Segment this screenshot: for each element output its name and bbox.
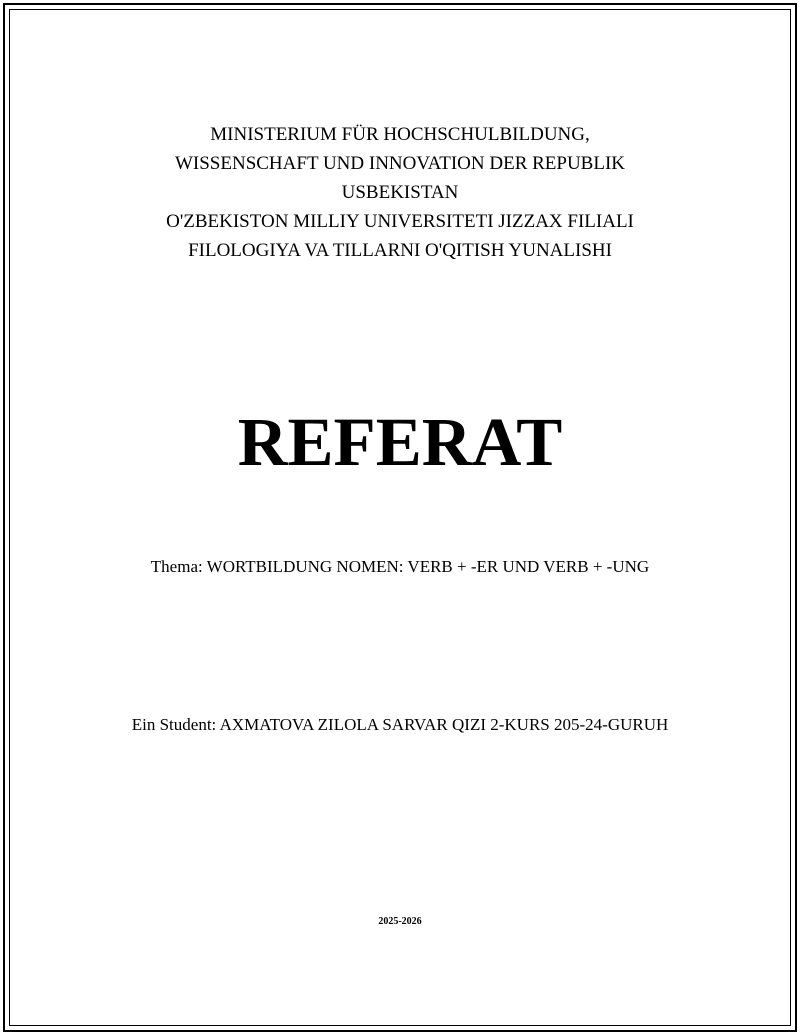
academic-year: 2025-2026 — [378, 916, 422, 927]
document-title: REFERAT — [237, 404, 563, 480]
header-line: MINISTERIUM FÜR HOCHSCHULBILDUNG, — [210, 124, 590, 145]
header-line: WISSENSCHAFT UND INNOVATION DER REPUBLIK — [174, 153, 626, 174]
institution-header — [0, 120, 800, 265]
header-line: O'ZBEKISTON MILLIY UNIVERSITETI JIZZAX FILIALI — [166, 211, 634, 232]
student-line: Ein Student: AXMATOVA ZILOLA SARVAR QIZI 2-KURS 205-24-GURUH — [131, 715, 669, 734]
header-line: FILOLOGIYA VA TILLARNI O'QITISH YUNALISHI — [188, 240, 612, 261]
theme-line: Thema: WORTBILDUNG NOMEN: VERB + -ER UND VERB + -UNG — [150, 557, 650, 576]
header-line: USBEKISTAN — [341, 182, 459, 203]
